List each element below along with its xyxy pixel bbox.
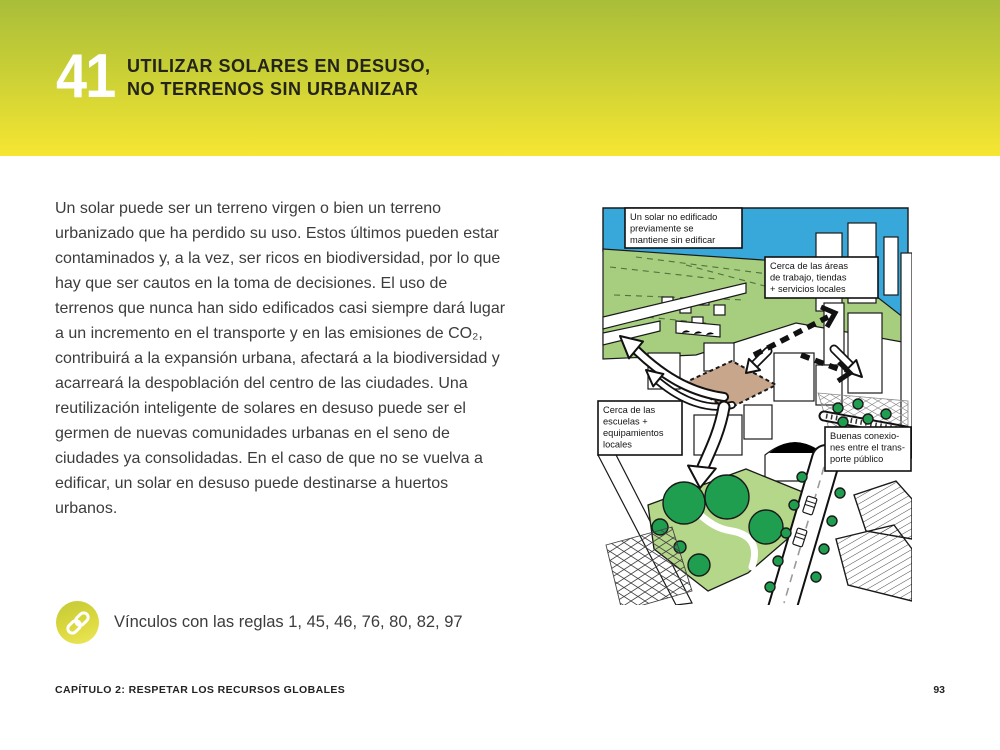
chain-link-icon (65, 610, 91, 636)
label-near-schools (598, 401, 682, 455)
urban-lot-illustration (596, 205, 912, 605)
svg-text:Buenas conexio- nes: Buenas conexio- nes entre el trans- porte público (830, 431, 905, 464)
label-near-work (765, 257, 878, 298)
body-paragraph: Un solar puede ser un terreno virgen o bien un terreno urbanizado que ha perdido su uso. Estos últimos pueden estar contaminados y, a la vez, ser ricos en biodiversidad, por lo que hay que ser cautos en la toma de decisiones. El uso de terrenos que nunca han sido edificados casi siempre dará lugar a un incremento en el transporte y en las emisiones de CO₂, contribuirá a la expansión urbana, afectará a la biodiversidad y acarreará la despoblación del centro de las ciudades. Una reutilización inteligente de solares en desuso puede ser el germen de nuevas comunidades urbanas en el seno de ciudades ya consolidadas. En el caso de que no se vuelva a edificar, un solar en desuso puede destinarse a huertos urbanos. (55, 200, 506, 517)
label-transit-connections (825, 427, 911, 471)
rule-number: 41 (56, 42, 115, 111)
related-rules-text: Vínculos con las reglas 1, 45, 46, 76, 80, 82, 97 (114, 613, 463, 631)
rule-title (127, 55, 431, 101)
body-text-column (55, 196, 510, 521)
label-keep-unbuilt (625, 208, 742, 248)
svg-text:Cerca de las áreas d: Cerca de las áreas de trabajo, tiendas + servicios locales (770, 261, 849, 294)
rule-title-line2: NO TERRENOS SIN URBANIZAR (127, 79, 419, 99)
svg-text:Cerca de las escuela: Cerca de las escuelas + equipamientos locales (603, 405, 664, 450)
related-rules-row (56, 601, 463, 644)
footer-page-number: 93 (933, 684, 945, 696)
link-icon (56, 601, 99, 644)
chapter-header-band (0, 0, 1000, 156)
hatched-blocks (836, 481, 912, 601)
rule-title-line1: UTILIZAR SOLARES EN DESUSO, (127, 56, 431, 76)
svg-text:Un solar no edificado: Un solar no edificado previamente se mantiene sin edificar (630, 212, 718, 245)
footer-chapter-label: CAPÍTULO 2: RESPETAR LOS RECURSOS GLOBALES (55, 684, 346, 696)
